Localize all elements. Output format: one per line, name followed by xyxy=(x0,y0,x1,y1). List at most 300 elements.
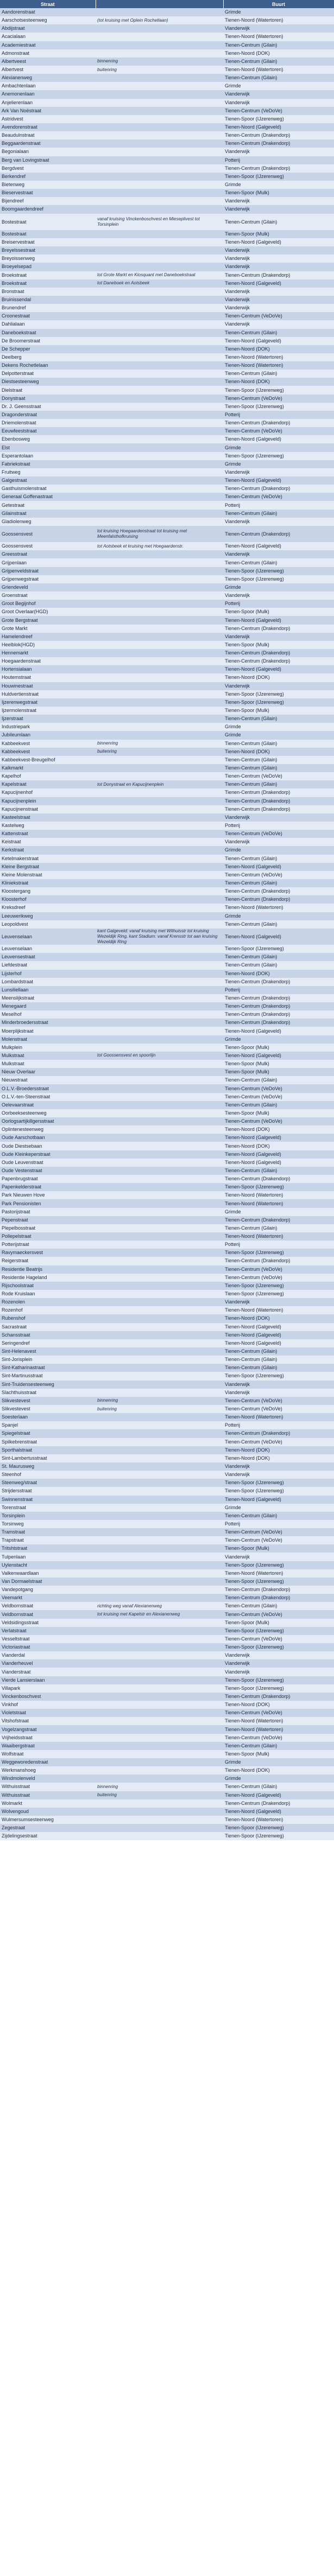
row-district: Tienen-Spoor (IJzerenweg) xyxy=(223,1249,334,1257)
row-note xyxy=(96,395,223,403)
row-district: Tienen-Noord (Watertoren) xyxy=(223,1717,334,1725)
table-row xyxy=(0,1413,334,1421)
row-note xyxy=(96,1496,223,1504)
table-row xyxy=(0,345,334,353)
table-row xyxy=(0,1232,334,1241)
row-note: tot kruising Hoegaardenstraat tot kruising met Meenfalsthofkruising xyxy=(96,526,223,542)
row-note xyxy=(96,1306,223,1314)
row-street: Victoriastraat xyxy=(0,1643,96,1651)
row-note xyxy=(96,1586,223,1594)
row-note: buitenring xyxy=(96,748,223,756)
table-row xyxy=(0,970,334,978)
row-district: Tienen-Centrum (Gilain) xyxy=(223,558,334,567)
row-note xyxy=(96,1389,223,1397)
table-row xyxy=(0,961,334,969)
row-street: Griendeveld xyxy=(0,583,96,591)
row-street: Anemonenlaan xyxy=(0,90,96,98)
row-street: Albertvest xyxy=(0,66,96,74)
row-district: Potterij xyxy=(223,1241,334,1249)
row-street: Groenstraat xyxy=(0,591,96,600)
row-note xyxy=(96,1799,223,1808)
row-street: Oude Diestsebaan xyxy=(0,1142,96,1150)
table-row xyxy=(0,748,334,756)
table-row xyxy=(0,378,334,386)
row-district: Potterij xyxy=(223,1520,334,1528)
row-note xyxy=(96,419,223,427)
row-district: Tienen-Spoor (IJzerenweg) xyxy=(223,1824,334,1832)
row-district: Tienen-Centrum (VeDoVe) xyxy=(223,1084,334,1092)
table-row xyxy=(0,173,334,181)
row-street: Bergdvest xyxy=(0,164,96,173)
row-street: Elst xyxy=(0,443,96,451)
table-row xyxy=(0,1405,334,1413)
row-street: Tramstraat xyxy=(0,1528,96,1536)
row-note xyxy=(96,912,223,920)
row-note: buitenring xyxy=(96,1791,223,1799)
row-note xyxy=(96,476,223,485)
row-note xyxy=(96,1002,223,1010)
row-district: Tienen-Noord (DOK) xyxy=(223,1125,334,1134)
row-note xyxy=(96,1175,223,1183)
row-district: Tienen-Noord (DOK) xyxy=(223,970,334,978)
table-row xyxy=(0,386,334,394)
table-row xyxy=(0,1397,334,1405)
table-row xyxy=(0,16,334,24)
table-row xyxy=(0,797,334,805)
row-street: Jubileumlaan xyxy=(0,731,96,739)
row-district: Tienen-Centrum (Gilain) xyxy=(223,953,334,961)
row-street: Keistraat xyxy=(0,838,96,846)
row-district: Tienen-Centrum (Gilain) xyxy=(223,370,334,378)
table-row xyxy=(0,1643,334,1651)
row-street: De Broomerstraat xyxy=(0,337,96,345)
table-row xyxy=(0,805,334,813)
row-note xyxy=(96,813,223,822)
table-row xyxy=(0,822,334,830)
table-row xyxy=(0,1314,334,1322)
row-note: buitenring xyxy=(96,1405,223,1413)
table-row xyxy=(0,1117,334,1125)
table-row xyxy=(0,337,334,345)
row-street: Hennemarkt xyxy=(0,649,96,657)
table-row xyxy=(0,616,334,624)
row-district: Tienen-Spoor (IJzerenweg) xyxy=(223,1487,334,1495)
row-note xyxy=(96,230,223,238)
row-street: Kapucijnenstraat xyxy=(0,805,96,813)
row-street: Alexianenweg xyxy=(0,74,96,82)
row-street: Torsinweg xyxy=(0,1520,96,1528)
table-row xyxy=(0,567,334,575)
row-district: Tienen-Centrum (Gilain) xyxy=(223,764,334,772)
row-note xyxy=(96,1224,223,1232)
row-district: Tienen-Centrum (Gilain) xyxy=(223,1364,334,1372)
row-street: Kabbeekvest xyxy=(0,740,96,748)
row-district: Tienen-Noord (Watertoren) xyxy=(223,1816,334,1824)
row-district: Tienen-Centrum (Drakendorp) xyxy=(223,895,334,904)
table-header xyxy=(0,0,334,8)
row-note xyxy=(96,1635,223,1643)
row-note xyxy=(96,173,223,181)
table-row xyxy=(0,58,334,66)
row-note xyxy=(96,518,223,526)
row-street: Kabbeekvest-Breugelhof xyxy=(0,756,96,764)
row-street: Kapucijnenplein xyxy=(0,797,96,805)
row-street: Bostestraat xyxy=(0,230,96,238)
table-row xyxy=(0,443,334,451)
row-note xyxy=(96,1766,223,1774)
row-street: Breiservestraat xyxy=(0,238,96,246)
row-district: Vianderwijk xyxy=(223,1471,334,1479)
row-note xyxy=(96,986,223,994)
row-street: Daneboekstraat xyxy=(0,329,96,337)
row-note xyxy=(96,1381,223,1389)
row-district: Tienen-Spoor (IJzerenweg) xyxy=(223,1183,334,1191)
row-street: Bostestraat xyxy=(0,214,96,230)
row-note xyxy=(96,1010,223,1019)
row-note xyxy=(96,1125,223,1134)
row-district: Tienen-Spoor (IJzerenweg) xyxy=(223,1684,334,1693)
row-note xyxy=(96,830,223,838)
row-note xyxy=(96,625,223,633)
table-row xyxy=(0,1306,334,1314)
row-note xyxy=(96,1693,223,1701)
table-row xyxy=(0,361,334,370)
row-district: Tienen-Centrum (Drakendorp) xyxy=(223,797,334,805)
table-row xyxy=(0,279,334,288)
row-district: Tienen-Noord (Watertoren) xyxy=(223,1569,334,1578)
table-row xyxy=(0,1101,334,1109)
row-district: Tienen-Centrum (Drakendorp) xyxy=(223,805,334,813)
row-street: Tulpenlaan xyxy=(0,1553,96,1561)
row-street: Sint-Jorisplein xyxy=(0,1356,96,1364)
table-row xyxy=(0,468,334,476)
row-district: Potterij xyxy=(223,600,334,608)
row-district: Tienen-Centrum (Gilain) xyxy=(223,1783,334,1791)
table-row xyxy=(0,657,334,665)
row-street: Verlatstraat xyxy=(0,1627,96,1635)
row-street: Beggaardenstraat xyxy=(0,139,96,148)
table-row xyxy=(0,1446,334,1454)
table-row xyxy=(0,1824,334,1832)
row-street: Ark Van Noëstraat xyxy=(0,107,96,115)
row-district: Tienen-Noord (Galgeveld) xyxy=(223,928,334,945)
row-street: Grijpenlaan xyxy=(0,558,96,567)
row-street: Papenbrugstraat xyxy=(0,1175,96,1183)
row-street: Spilkebrenstraat xyxy=(0,1438,96,1446)
row-street: Diestsesteenweg xyxy=(0,378,96,386)
row-street: Kapelhof xyxy=(0,772,96,780)
row-district: Tienen-Centrum (Gilain) xyxy=(223,1602,334,1610)
row-district: Tienen-Centrum (Drakendorp) xyxy=(223,419,334,427)
table-row xyxy=(0,698,334,707)
row-note xyxy=(96,107,223,115)
row-street: Lombardstraat xyxy=(0,978,96,986)
row-note xyxy=(96,139,223,148)
row-note xyxy=(96,1701,223,1709)
row-note xyxy=(96,846,223,854)
row-district: Tienen-Noord (Watertoren) xyxy=(223,1199,334,1207)
table-row xyxy=(0,788,334,797)
row-district: Vianderwijk xyxy=(223,1381,334,1389)
row-district: Tienen-Noord (Galgeveld) xyxy=(223,1808,334,1816)
table-row xyxy=(0,41,334,49)
row-street: Vrijheidsstraat xyxy=(0,1734,96,1742)
row-district: Tienen-Noord (Galgeveld) xyxy=(223,1052,334,1060)
row-district: Tienen-Centrum (VeDoVe) xyxy=(223,1405,334,1413)
row-street: Astridvest xyxy=(0,115,96,123)
row-district: Tienen-Centrum (Gilain) xyxy=(223,740,334,748)
table-row xyxy=(0,1668,334,1676)
table-row xyxy=(0,813,334,822)
row-street: Sporthalstraat xyxy=(0,1446,96,1454)
row-district: Tienen-Noord (Galgeveld) xyxy=(223,1159,334,1167)
row-street: Berg van Lovingstraat xyxy=(0,156,96,164)
row-note xyxy=(96,1134,223,1142)
table-row xyxy=(0,1561,334,1569)
row-note xyxy=(96,1643,223,1651)
row-district: Tienen-Centrum (Drakendorp) xyxy=(223,1175,334,1183)
table-row xyxy=(0,780,334,788)
row-street: Sacrastraat xyxy=(0,1323,96,1331)
table-row xyxy=(0,99,334,107)
row-district: Tienen-Centrum (Gilain) xyxy=(223,510,334,518)
row-note xyxy=(96,1808,223,1816)
row-district: Tienen-Spoor (IJzerenweg) xyxy=(223,1578,334,1586)
row-street: Leopoldvest xyxy=(0,920,96,928)
row-note: binnenring xyxy=(96,1783,223,1791)
row-street: Hoegaardenstraat xyxy=(0,657,96,665)
row-street: Kastelweg xyxy=(0,822,96,830)
table-row xyxy=(0,1331,334,1339)
row-district: Tienen-Centrum (Gilain) xyxy=(223,1076,334,1084)
table-row xyxy=(0,49,334,58)
row-note xyxy=(96,871,223,879)
row-street: Begonialaan xyxy=(0,148,96,156)
row-street: Broeyelsepad xyxy=(0,263,96,271)
row-note xyxy=(96,1627,223,1635)
row-note xyxy=(96,723,223,731)
row-street: Oorlogsartijkillgersstraat xyxy=(0,1117,96,1125)
row-district: Tienen-Centrum (Gilain) xyxy=(223,214,334,230)
row-street: Meselhof xyxy=(0,1010,96,1019)
row-note xyxy=(96,994,223,1002)
table-row xyxy=(0,288,334,296)
row-street: Vitshofstraat xyxy=(0,1717,96,1725)
row-note xyxy=(96,1290,223,1298)
row-note xyxy=(96,772,223,780)
row-street: Oude Kleinkeperstraat xyxy=(0,1150,96,1159)
row-note xyxy=(96,148,223,156)
row-note xyxy=(96,887,223,895)
table-row xyxy=(0,296,334,304)
row-note xyxy=(96,427,223,435)
row-district: Tienen-Centrum (Drakendorp) xyxy=(223,1693,334,1701)
row-note: tot Aotsbeek et kruising met Hoegaardenstr. xyxy=(96,542,223,550)
table-row xyxy=(0,1832,334,1840)
row-street: Bruinissendal xyxy=(0,296,96,304)
table-row xyxy=(0,1774,334,1783)
table-row xyxy=(0,24,334,33)
row-street: Spiegelstraat xyxy=(0,1429,96,1438)
row-note: tot Donystraat en Kapucijnenplein xyxy=(96,780,223,788)
row-note xyxy=(96,353,223,361)
row-district: Tienen-Noord (Galgeveld) xyxy=(223,1331,334,1339)
table-row xyxy=(0,1553,334,1561)
row-note xyxy=(96,33,223,41)
row-note xyxy=(96,1553,223,1561)
row-street: Abdijstraat xyxy=(0,24,96,33)
row-street: Rode Kruislaan xyxy=(0,1290,96,1298)
row-note xyxy=(96,378,223,386)
row-district: Vianderwijk xyxy=(223,263,334,271)
row-street: Rozenhof xyxy=(0,1306,96,1314)
row-street: Sint-Lambertusstraat xyxy=(0,1454,96,1462)
row-note xyxy=(96,1578,223,1586)
row-district: Tienen-Spoor (IJzerenweg) xyxy=(223,690,334,698)
table-row xyxy=(0,403,334,411)
table-row xyxy=(0,1150,334,1159)
row-street: Torsinplein xyxy=(0,1512,96,1520)
row-note xyxy=(96,1659,223,1668)
row-note xyxy=(96,1019,223,1027)
row-district: Tienen-Centrum (Drakendorp) xyxy=(223,1019,334,1027)
row-street: Vinckenboschvest xyxy=(0,1693,96,1701)
table-row xyxy=(0,1578,334,1586)
row-note xyxy=(96,386,223,394)
table-row xyxy=(0,1528,334,1536)
row-note xyxy=(96,895,223,904)
row-street: Kleine Bergstraat xyxy=(0,863,96,871)
row-district: Tienen-Noord (Galgeveld) xyxy=(223,665,334,673)
table-row xyxy=(0,1372,334,1380)
row-district: Tienen-Centrum (Drakendorp) xyxy=(223,994,334,1002)
table-row xyxy=(0,1627,334,1635)
table-row xyxy=(0,1298,334,1306)
row-district: Vianderwijk xyxy=(223,24,334,33)
row-district: Tienen-Centrum (VeDoVe) xyxy=(223,1734,334,1742)
row-district: Grimde xyxy=(223,1504,334,1512)
row-note xyxy=(96,863,223,871)
row-street: Park Pensionisten xyxy=(0,1199,96,1207)
row-note xyxy=(96,838,223,846)
table-row xyxy=(0,1594,334,1602)
row-district: Tienen-Spoor (Mulk) xyxy=(223,1750,334,1758)
row-street: Windmolenveld xyxy=(0,1774,96,1783)
row-street: Vogelzangstraat xyxy=(0,1725,96,1733)
row-street: Ijzermolenstraat xyxy=(0,707,96,715)
table-row xyxy=(0,1167,334,1175)
row-note xyxy=(96,1356,223,1364)
table-row xyxy=(0,123,334,131)
table-row xyxy=(0,731,334,739)
row-note xyxy=(96,115,223,123)
row-district: Vianderwijk xyxy=(223,246,334,255)
table-row xyxy=(0,395,334,403)
row-note xyxy=(96,575,223,583)
row-note xyxy=(96,1274,223,1282)
row-street: Park Nieuwen Hove xyxy=(0,1191,96,1199)
table-row xyxy=(0,1701,334,1709)
table-row xyxy=(0,1750,334,1758)
row-street: Pastorijstraat xyxy=(0,1208,96,1216)
table-row xyxy=(0,583,334,591)
table-row xyxy=(0,608,334,616)
table-row xyxy=(0,526,334,542)
row-note xyxy=(96,1068,223,1076)
table-row xyxy=(0,1125,334,1134)
table-row xyxy=(0,1619,334,1627)
table-row xyxy=(0,673,334,682)
row-note xyxy=(96,805,223,813)
row-district: Tienen-Noord (Galgeveld) xyxy=(223,542,334,550)
row-street: Houwinestraat xyxy=(0,682,96,690)
row-street: Mulkplein xyxy=(0,1044,96,1052)
row-district: Tienen-Noord (DOK) xyxy=(223,748,334,756)
row-street: Meenslijkstraat xyxy=(0,994,96,1002)
row-district: Vianderwijk xyxy=(223,288,334,296)
row-district: Tienen-Centrum (Drakendorp) xyxy=(223,649,334,657)
row-street: Bijendreef xyxy=(0,197,96,205)
row-district: Vianderwijk xyxy=(223,1298,334,1306)
row-note xyxy=(96,1076,223,1084)
row-street: Vesseltstraat xyxy=(0,1635,96,1643)
row-note xyxy=(96,1199,223,1207)
table-row xyxy=(0,1076,334,1084)
table-row xyxy=(0,1602,334,1610)
row-district: Tienen-Centrum (VeDoVe) xyxy=(223,830,334,838)
table-row xyxy=(0,1742,334,1750)
row-note xyxy=(96,707,223,715)
row-street: Oude Leuvenstraat xyxy=(0,1159,96,1167)
row-street: Beaudulnstraat xyxy=(0,131,96,139)
table-row xyxy=(0,1208,334,1216)
row-district: Tienen-Spoor (IJzerenweg) xyxy=(223,173,334,181)
row-street: Broekstraat xyxy=(0,279,96,288)
table-row xyxy=(0,1019,334,1027)
row-note xyxy=(96,288,223,296)
row-district: Tienen-Centrum (Gilain) xyxy=(223,74,334,82)
row-district: Vianderwijk xyxy=(223,468,334,476)
row-street: Vianderheuvel xyxy=(0,1659,96,1668)
row-note xyxy=(96,1668,223,1676)
row-street: Industriepark xyxy=(0,723,96,731)
row-street: Ketelmakerstraat xyxy=(0,855,96,863)
row-note xyxy=(96,1832,223,1840)
table-row xyxy=(0,1027,334,1035)
row-note xyxy=(96,1676,223,1684)
row-note xyxy=(96,320,223,328)
table-row xyxy=(0,271,334,279)
row-district: Tienen-Noord (DOK) xyxy=(223,345,334,353)
table-row xyxy=(0,1709,334,1717)
row-district: Grimde xyxy=(223,723,334,731)
row-district: Grimde xyxy=(223,460,334,468)
table-row xyxy=(0,1651,334,1659)
table-row xyxy=(0,1035,334,1044)
row-note xyxy=(96,337,223,345)
row-note xyxy=(96,1298,223,1306)
row-district: Tienen-Centrum (Drakendorp) xyxy=(223,485,334,493)
table-row xyxy=(0,263,334,271)
row-note xyxy=(96,673,223,682)
row-street: Mulkstraat xyxy=(0,1052,96,1060)
table-row xyxy=(0,329,334,337)
row-note xyxy=(96,1142,223,1150)
table-row xyxy=(0,1693,334,1701)
row-note xyxy=(96,1035,223,1044)
row-street: Heelblok(HGD) xyxy=(0,641,96,649)
table-row xyxy=(0,1569,334,1578)
